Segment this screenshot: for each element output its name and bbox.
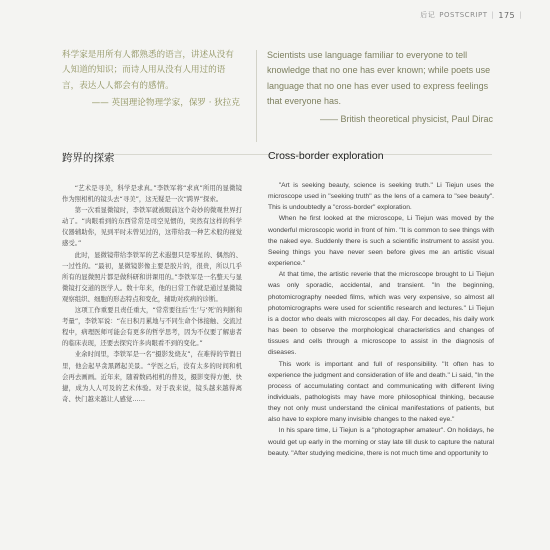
article-en-paragraph: At that time, the artistic reverie that the microscope brought to Li Tiejun was only sporadic, accidental, and transient. "In the beginning, photomicrography needed films, which was very expensive, so almost all photomicrographs were used for scientific research and lectures." Li Tiejun is a doctor who deals with microscopes all day. For decades, his daily work has been to observe the morphological characteristics and changes of tissues and cells through a microscope to assist in the diagnosis of diseases. — [268, 271, 494, 357]
running-header — [420, 10, 522, 20]
epigraph-band — [0, 36, 550, 154]
article-cn-paragraph: 第一次看显微镜时，李铁军就被眼前这个奇妙的微观世界打动了。“肉眼看到的东西常常是司空见惯的，突然有这样的科学仪器辅助你，见到平时未曾见过的，这带给我一种艺术般的视觉感受。” — [62, 206, 242, 248]
epigraph-divider — [256, 50, 257, 142]
epigraph-cn-text: 科学家是用所有人都熟悉的语言，讲述从没有人知道的知识；而诗人用从没有人用过的语言，表达人人都会有的感情。 — [62, 50, 234, 91]
article-cn-paragraph: 这项工作重要且责任重大，“常常要往后‘生’与‘死’的判断和考量”，李铁军说：“在日积月累地与不同生命个体接触、交流过程中，病理医师可能会有更多的哲学思考，因为不仅要了解患者的临床表现，还要去探究许多肉眼看不到的变化。” — [62, 306, 242, 348]
header-separator-right: | — [519, 11, 522, 19]
epigraph-en-attribution: —— British theoretical physicist, Paul Dirac — [319, 113, 493, 124]
header-section-cn: 后记 — [420, 11, 436, 19]
article-cn-paragraph: 此时，显微镜带给李铁军的艺术遐想只是零星的、偶然的、一过性的。“最初，显微镜影像主要是胶片的，很贵，所以几乎所有的显微照片都是做科研和讲课用的。”李铁军是一名整天与显微镜打交道的医学人。数十年来，他的日常工作就是通过显微镜观察组织、细胞的形态特点和变化，辅助对疾病的诊断。 — [62, 250, 242, 303]
page-number: 175 — [498, 10, 516, 20]
article-en-paragraph: When he first looked at the microscope, Li Tiejun was moved by the wonderful microscopic world in front of him. "It is common to see things with the naked eye. Suddenly there is such a scientific instrument to assist you. Seeing things you have never seen before gives me an artistic visual experience." — [268, 215, 494, 268]
epigraph-cn-attribution: —— 英国理论物理学家，保罗 · 狄拉克 — [91, 98, 240, 109]
epigraph-en — [267, 48, 493, 127]
epigraph-en-text: Scientists use language familiar to everyone to tell knowledge that no one has ever known; while poets use language that no one has ever used to express feelings that everyone has. — [267, 50, 491, 107]
article-en-paragraph: In his spare time, Li Tiejun is a "photographer amateur". On holidays, he would get up early in the morning or stay late till dusk to capture the natural beauty. "After studying medicine, there is not much time and opportunity to — [268, 427, 494, 457]
epigraph-cn — [62, 48, 240, 112]
article-cn-title: 跨界的探索 — [62, 152, 115, 164]
article-en-paragraph: "Art is seeking beauty, science is seeking truth." Li Tiejun uses the microscope used in "seeking truth" as the lens of a camera to "see beauty". This is undoubtedly a "cross-border" exploration. — [268, 182, 494, 212]
article-cn-paragraph: “艺术是寻美，科学是求真。”李铁军将“求真”所用的显微镜作为照相机的镜头去“寻美”，这无疑是一次“跨界”探索。 — [62, 184, 242, 204]
header-separator: | — [491, 11, 495, 19]
article-en — [268, 150, 494, 459]
article-cn — [62, 150, 242, 405]
article-en-title: Cross-border exploration — [268, 150, 384, 162]
article-en-paragraph: This work is important and full of responsibility. "It often has to experience the judgment and consideration of life and death." Li said, "In the process of accumulating contact and communicating with different living individuals, pathologists may have more philosophical thinking, because they not only must understand the clinical manifestations of patients, but also have to explore many invisible changes to the naked eye." — [268, 360, 494, 424]
header-section-en: POSTSCRIPT — [439, 11, 488, 19]
article-cn-paragraph: 业余时间里，李铁军是一名“摄影发烧友”，在难得的节假日里，他会起早贪黑蹲起美景。“学医之后，没有太多的时间和机会再去画画。近年来，随着数码相机的普及，摄影变得方便、快捷，成为人人可及的艺术体验。对于我来说，镜头越来越得离奇、快门越来越让人感觉…… — [62, 350, 242, 403]
